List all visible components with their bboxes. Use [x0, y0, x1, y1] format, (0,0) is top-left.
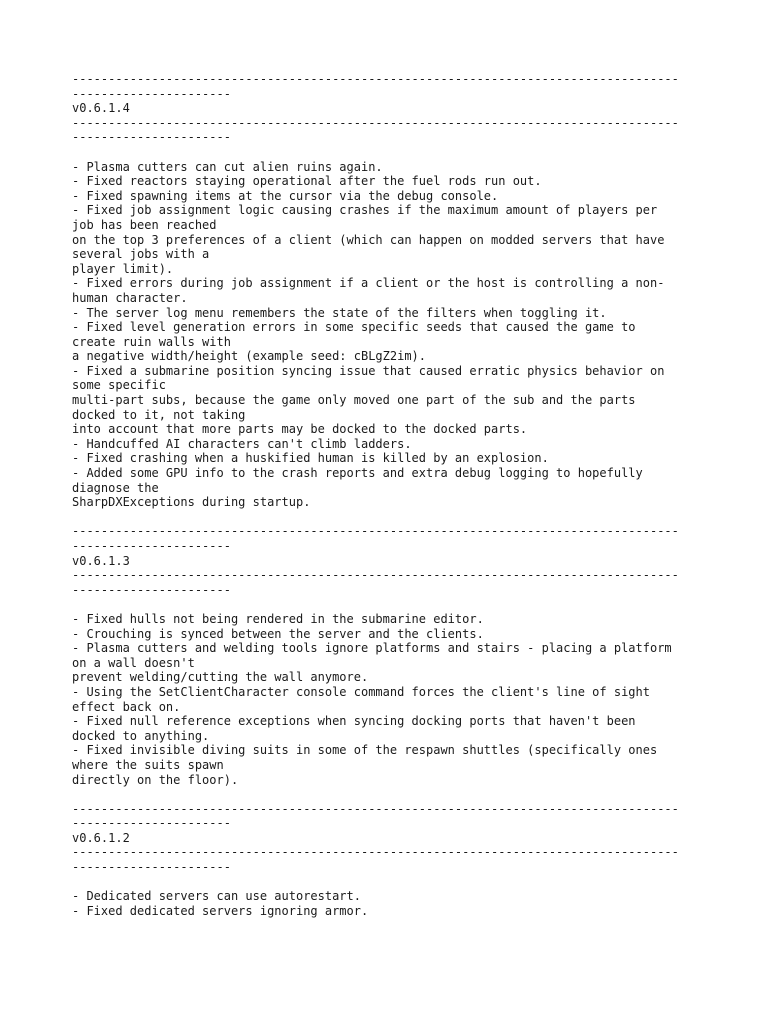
version-heading: v0.6.1.4: [72, 101, 130, 116]
changelog-line: multi-part subs, because the game only moved one part of the sub and the parts: [72, 393, 636, 408]
changelog-line: on the top 3 preferences of a client (which can happen on modded servers that have: [72, 232, 665, 247]
changelog-line: - Fixed level generation errors in some specific seeds that caused the game to: [72, 320, 636, 335]
changelog-line: prevent welding/cutting the wall anymore.: [72, 670, 369, 685]
changelog-section-v0-6-1-4: [72, 72, 712, 510]
changelog-line: human character.: [72, 290, 188, 305]
changelog-line: SharpDXExceptions during startup.: [72, 495, 311, 510]
changelog-lines: [72, 889, 712, 918]
changelog-line: job has been reached: [72, 217, 217, 232]
separator-line: ------------------------------------------------------------------------------------: [72, 115, 679, 130]
changelog-line: - Using the SetClientCharacter console command forces the client's line of sight: [72, 684, 650, 699]
changelog-lines: [72, 160, 712, 510]
blank-line: [72, 787, 712, 802]
version-heading: v0.6.1.2: [72, 830, 130, 845]
separator-line: ----------------------: [72, 539, 231, 553]
changelog-line: - Fixed hulls not being rendered in the submarine editor.: [72, 611, 484, 626]
changelog-section-v0-6-1-3: [72, 524, 712, 787]
changelog-line: into account that more parts may be docked to the docked parts.: [72, 422, 528, 437]
blank-line: [72, 145, 712, 160]
separator-line: ----------------------: [72, 582, 231, 597]
changelog-line: several jobs with a: [72, 247, 210, 262]
changelog-line: docked to it, not taking: [72, 407, 246, 422]
changelog-line: - Dedicated servers can use autorestart.: [72, 889, 361, 904]
changelog-line: - Fixed spawning items at the cursor via the debug console.: [72, 188, 499, 203]
changelog-line: - Fixed reactors staying operational after the fuel rods run out.: [72, 174, 542, 189]
blank-line: [72, 510, 712, 525]
separator-line: ------------------------------------------------------------------------------------: [72, 801, 679, 816]
changelog-line: diagnose the: [72, 480, 159, 495]
changelog-line: - Fixed invisible diving suits in some of the respawn shuttles (specifically ones: [72, 743, 658, 758]
changelog-line: player limit).: [72, 261, 174, 276]
changelog-line: a negative width/height (example seed: cBLgZ2im).: [72, 349, 427, 364]
changelog-line: - Fixed errors during job assignment if a client or the host is controlling a non-: [72, 276, 665, 291]
changelog-line: - Fixed null reference exceptions when syncing docking ports that haven't been: [72, 714, 636, 729]
changelog-line: - Plasma cutters can cut alien ruins again.: [72, 159, 383, 174]
changelog-line: directly on the floor).: [72, 772, 239, 787]
separator-line: ----------------------: [72, 860, 231, 875]
changelog-line: effect back on.: [72, 699, 181, 714]
changelog-line: - The server log menu remembers the state of the filters when toggling it.: [72, 305, 607, 320]
changelog-line: - Fixed dedicated servers ignoring armor.: [72, 903, 369, 918]
changelog-line: - Added some GPU info to the crash reports and extra debug logging to hopefully: [72, 466, 643, 481]
separator-line: ------------------------------------------------------------------------------------: [72, 524, 679, 539]
changelog-line: - Plasma cutters and welding tools ignore platforms and stairs - placing a platform: [72, 641, 672, 656]
changelog-document: [72, 72, 712, 918]
changelog-line: - Handcuffed AI characters can't climb ladders.: [72, 436, 412, 451]
changelog-line: some specific: [72, 378, 166, 393]
blank-line: [72, 597, 712, 612]
changelog-line: - Fixed crashing when a huskified human is killed by an explosion.: [72, 451, 549, 466]
separator-line: ----------------------: [72, 86, 231, 101]
changelog-line: where the suits spawn: [72, 757, 224, 772]
blank-line: [72, 875, 712, 890]
separator-line: ------------------------------------------------------------------------------------: [72, 845, 679, 860]
changelog-section-v0-6-1-2: [72, 802, 712, 919]
changelog-line: docked to anything.: [72, 728, 210, 743]
changelog-lines: [72, 612, 712, 787]
separator-line: ----------------------: [72, 816, 231, 831]
separator-line: ------------------------------------------------------------------------------------: [72, 568, 679, 583]
separator-line: ----------------------: [72, 130, 231, 145]
changelog-line: - Fixed job assignment logic causing crashes if the maximum amount of players per: [72, 203, 658, 218]
changelog-line: on a wall doesn't: [72, 655, 195, 670]
version-heading: v0.6.1.3: [72, 553, 130, 568]
changelog-line: - Crouching is synced between the server and the clients.: [72, 626, 484, 641]
separator-line: ------------------------------------------------------------------------------------: [72, 72, 679, 86]
changelog-line: - Fixed a submarine position syncing issue that caused erratic physics behavior on: [72, 363, 665, 378]
changelog-line: create ruin walls with: [72, 334, 231, 349]
